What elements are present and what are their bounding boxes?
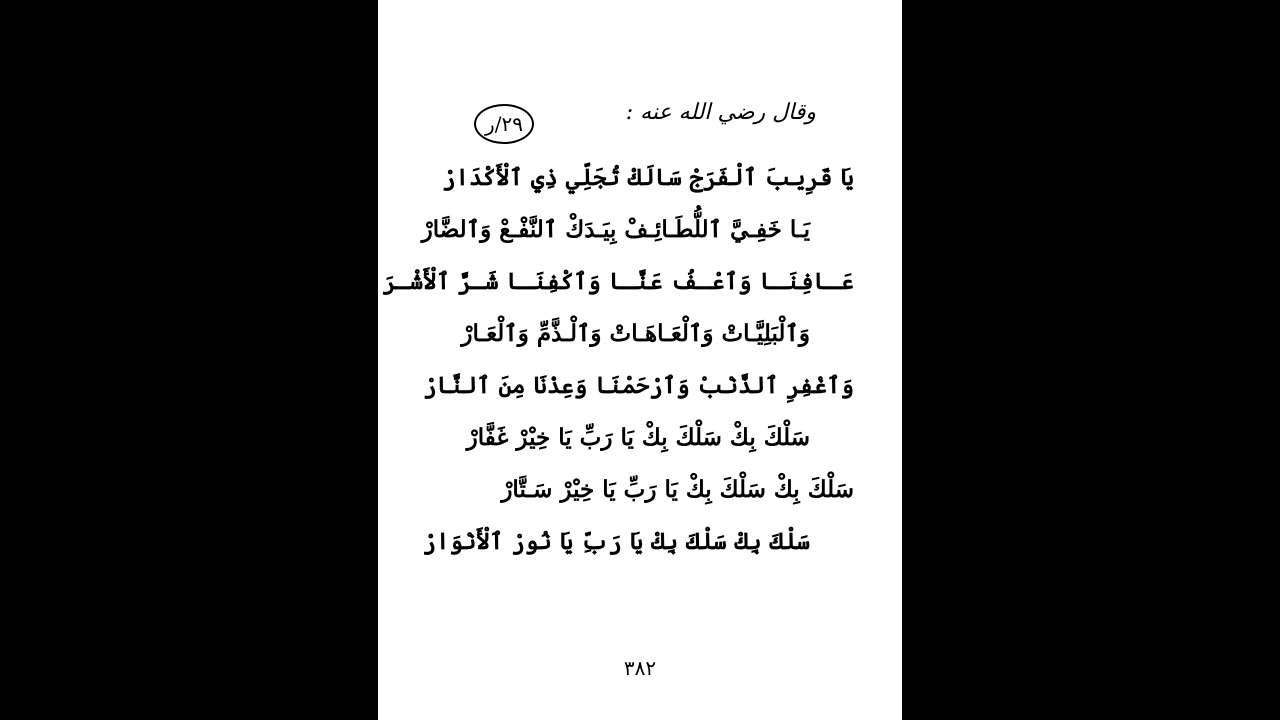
verse-line: يَـا خَفِـيَّ ٱللُّطَـائِـفْ بِيَـدَكْ ٱلنَّفْـعْ وَٱلضَّارْ xyxy=(421,216,810,243)
book-page xyxy=(355,0,902,720)
page-number: ٣٨٢ xyxy=(623,656,657,680)
poem-heading: وقال رضي الله عنه : xyxy=(625,100,816,125)
verse-line: سَلْكَ بِكْ سَلْكَ بِكْ يَا رَبِّ يَا خِيْرْ غَفَّارْ xyxy=(466,424,810,451)
poem-number-badge: ٢٩/ر xyxy=(474,104,534,144)
verse-list xyxy=(355,152,854,568)
verse-line: سَلْكَ بِكْ سَلْكَ بِكْ يَا رَبِّ يَا خِيْرْ سَـتَّارْ xyxy=(501,476,854,503)
verse-line: وَٱغْفِرِ ٱلذَّنْبْ وَٱرْحَمْنَا وَعِذْنَا مِنَ ٱلنَّارْ xyxy=(423,372,854,399)
verse-line: وَٱلْبَلِيَّـاتْ وَٱلْعَـاهَـاتْ وَٱلْـذَّمِّ وَٱلْعَـارْ xyxy=(461,320,810,347)
verse-line: سَلْكَ بِكْ سَلْكَ بِكْ يَا رَبِّ يَا نُورْ ٱلْأَنْوَارْ xyxy=(422,528,810,555)
verse-line: يَا قَرِيبَ ٱلْفَرَجْ سَالَكْ تُجَلِّي ذِي ٱلْأَكْدَارْ xyxy=(442,164,854,191)
verse-line: عَـافِنَـا وَٱعْـفُ عَنَّـا وَٱكْفِنَـا شَـرَّ ٱلْأَشْـرَارْ xyxy=(355,268,854,295)
